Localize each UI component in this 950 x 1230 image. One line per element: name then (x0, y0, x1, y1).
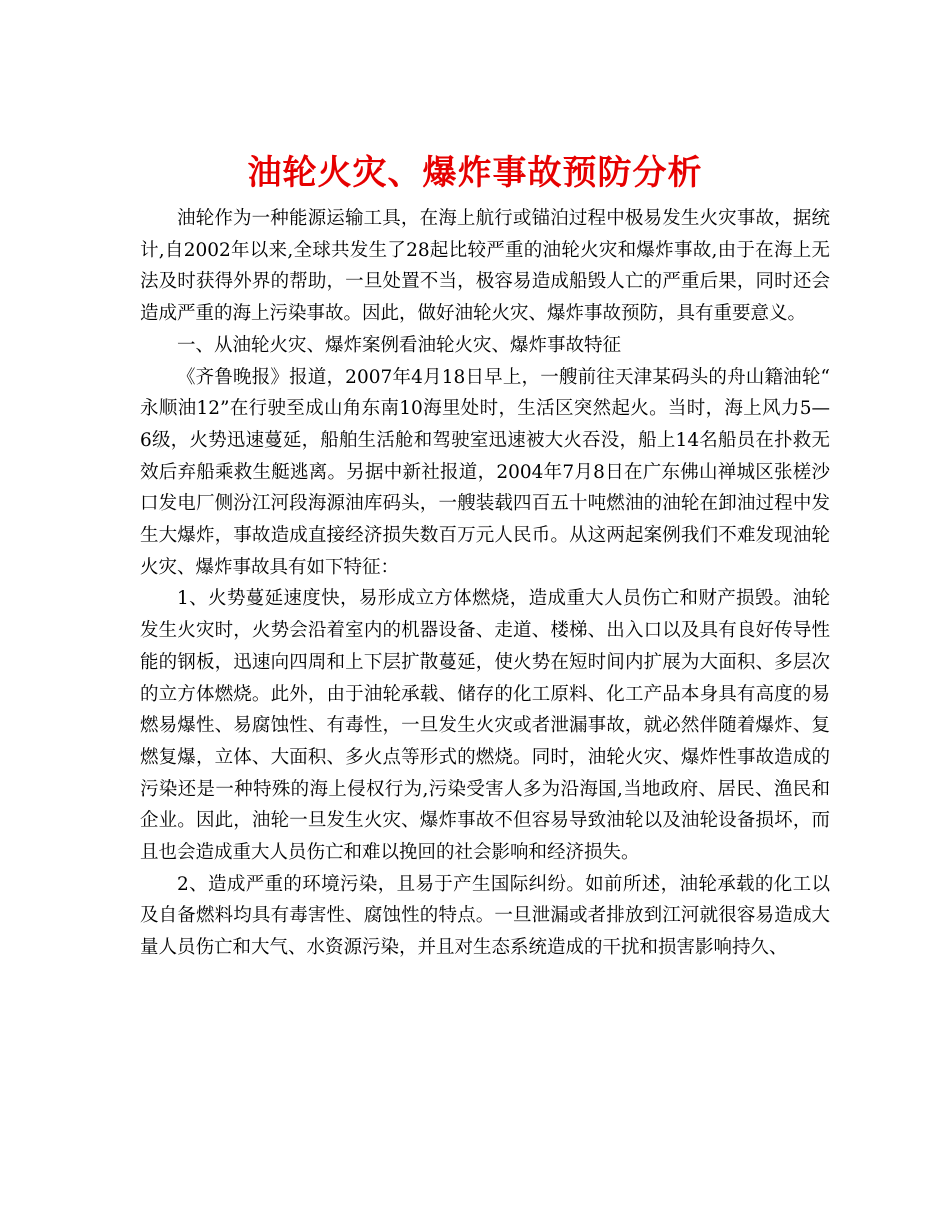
feature-2-paragraph: 2、造成严重的环境污染，且易于产生国际纠纷。如前所述，油轮承载的化工以及自备燃料均具有毒害性、腐蚀性的特点。一旦泄漏或者排放到江河就很容易造成大量人员伤亡和大气、水资源污染，并且对生态系统造成的干扰和损害影响持久、 (140, 873, 830, 959)
intro-paragraph: 油轮作为一种能源运输工具，在海上航行或锚泊过程中极易发生火灾事故，据统计,自2002年以来,全球共发生了28起比较严重的油轮火灾和爆炸事故,由于在海上无法及时获得外界的帮助，一旦处置不当，极容易造成船毁人亡的严重后果，同时还会造成严重的海上污染事故。因此，做好油轮火灾、爆炸事故预防，具有重要意义。 (140, 208, 830, 325)
section-heading-1: 一、从油轮火灾、爆炸案例看油轮火灾、爆炸事故特征 (177, 334, 622, 356)
document-title: 油轮火灾、爆炸事故预防分析 (247, 152, 703, 193)
document-body (140, 203, 830, 964)
feature-1-paragraph: 1、火势蔓延速度快，易形成立方体燃烧，造成重大人员伤亡和财产损毁。油轮发生火灾时，火势会沿着室内的机器设备、走道、楼梯、出入口以及具有良好传导性能的钢板，迅速向四周和上下层扩散蔓延，使火势在短时间内扩展为大面积、多层次的立方体燃烧。此外，由于油轮承载、储存的化工原料、化工产品本身具有高度的易燃易爆性、易腐蚀性、有毒性，一旦发生火灾或者泄漏事故，就必然伴随着爆炸、复燃复爆，立体、大面积、多火点等形式的燃烧。同时，油轮火灾、爆炸性事故造成的污染还是一种特殊的海上侵权行为,污染受害人多为沿海国,当地政府、居民、渔民和企业。因此，油轮一旦发生火灾、爆炸事故不但容易导致油轮以及油轮设备损坏，而且也会造成重大人员伤亡和难以挽回的社会影响和经济损失。 (140, 588, 830, 864)
case-paragraph: 《齐鲁晚报》报道，2007年4月18日早上，一艘前往天津某码头的舟山籍油轮“永顺油12”在行驶至成山角东南10海里处时，生活区突然起火。当时，海上风力5—6级，火势迅速蔓延，船舶生活舱和驾驶室迅速被大火吞没，船上14名船员在扑救无效后弃船乘救生艇逃离。另据中新社报道，2004年7月8日在广东佛山禅城区张槎沙口发电厂侧汾江河段海源油库码头，一艘装载四百五十吨燃油的油轮在卸油过程中发生大爆炸，事故造成直接经济损失数百万元人民币。从这两起案例我们不难发现油轮火灾、爆炸事故具有如下特征： (140, 366, 830, 578)
